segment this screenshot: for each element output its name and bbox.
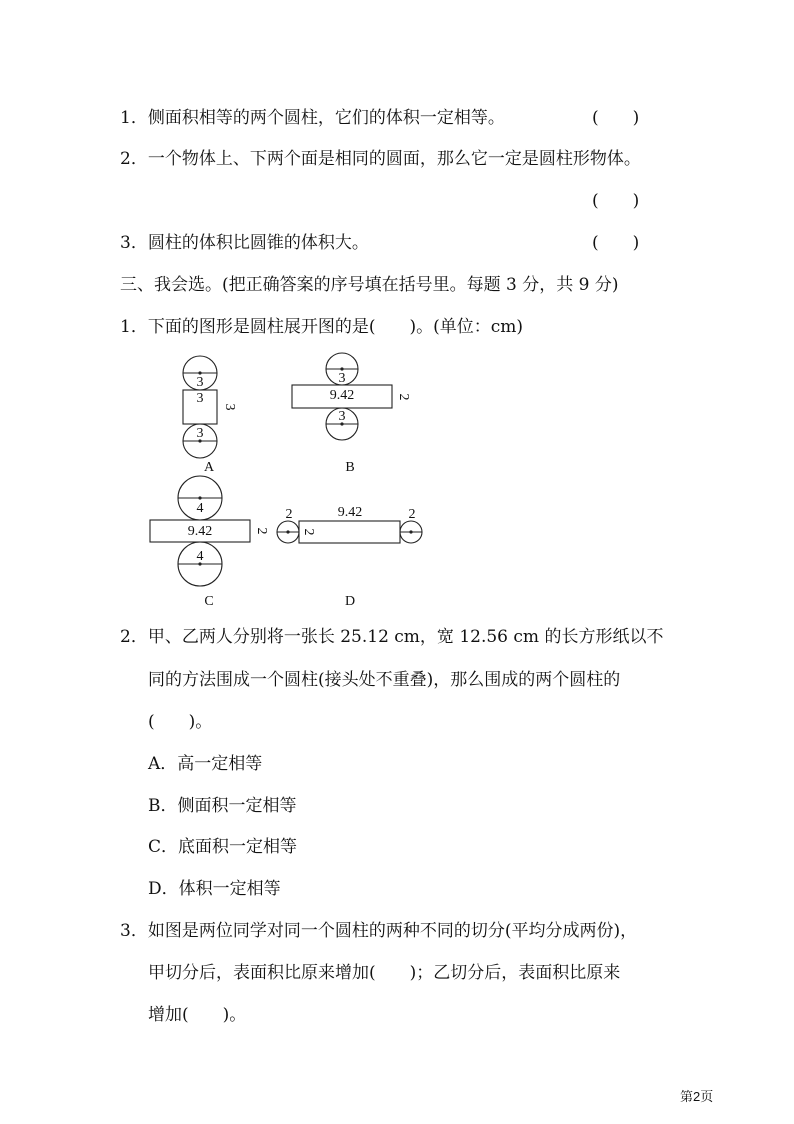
judge-question-3-text: 3．圆柱的体积比圆锥的体积大。 (120, 233, 369, 253)
figure-d-right-center-dot (409, 530, 412, 533)
judge-question-2-text: 2．一个物体上、下两个面是相同的圆面，那么它一定是圆柱形物体。 (120, 149, 641, 169)
choice-question-2-option-c[interactable]: C．底面积一定相等 (148, 837, 298, 857)
figure-d-left-center-dot (286, 530, 289, 533)
figure-a-top-circle-label: 3 (196, 375, 204, 390)
choice-question-2-line-1: 2．甲、乙两人分别将一张长 25.12 cm，宽 12.56 cm 的长方形纸以不 (120, 627, 664, 647)
figure-d-net[interactable] (277, 521, 422, 543)
judge-answer-blank-1[interactable]: ( ) (592, 108, 640, 128)
figure-c-letter: C (204, 594, 214, 609)
figure-b-bottom-circle-label: 3 (338, 409, 346, 424)
figure-b-top-circle-label: 3 (338, 371, 346, 386)
choice-question-3-line-2: 甲切分后，表面积比原来增加( )；乙切分后，表面积比原来 (148, 963, 621, 983)
figure-d-rect-side-label: 2 (301, 528, 316, 536)
figure-c-top-center-dot (198, 496, 201, 499)
figure-d-letter: D (344, 594, 356, 609)
judge-answer-blank-3[interactable]: ( ) (592, 233, 640, 253)
choice-question-3-line-1: 3．如图是两位同学对同一个圆柱的两种不同的切分(平均分成两份)， (120, 921, 638, 941)
choice-question-2-option-b[interactable]: B．侧面积一定相等 (148, 796, 297, 816)
choice-question-3-line-3: 增加( )。 (148, 1005, 247, 1025)
page-number: 第2页 (680, 1089, 714, 1104)
figure-c-side-label: 2 (254, 527, 269, 535)
figure-d-right-circle-label: 2 (408, 507, 416, 522)
figure-c-rect-label: 9.42 (187, 524, 213, 539)
figure-a-rect-label: 3 (196, 391, 204, 406)
choice-question-2-option-d[interactable]: D．体积一定相等 (148, 879, 281, 899)
figure-a-bottom-circle-label: 3 (196, 426, 204, 441)
figure-b-letter: B (345, 460, 355, 475)
section-title: 三、我会选。(把正确答案的序号填在括号里。每题 3 分，共 9 分) (120, 275, 619, 295)
choice-question-2-option-a[interactable]: A．高一定相等 (148, 754, 263, 774)
figure-a-letter: A (203, 460, 215, 475)
figure-d-top-label: 9.42 (337, 505, 363, 520)
choice-question-2-line-2: 同的方法围成一个圆柱(接头处不重叠)，那么围成的两个圆柱的 (148, 670, 621, 690)
figure-b-side-label: 2 (396, 393, 411, 401)
figure-b-rect-label: 9.42 (329, 388, 355, 403)
choice-question-1-stem: 1．下面的图形是圆柱展开图的是( )。(单位：cm) (120, 317, 523, 337)
figure-a-net[interactable] (183, 356, 217, 458)
figure-c-bottom-circle-label: 4 (196, 549, 204, 564)
judge-answer-blank-2[interactable]: ( ) (592, 191, 640, 211)
figure-d-left-circle-label: 2 (285, 507, 293, 522)
figure-a-side-label: 3 (222, 403, 237, 411)
figure-c-top-circle-label: 4 (196, 501, 204, 516)
choice-question-2-answer-blank[interactable]: ( )。 (148, 712, 213, 732)
judge-question-1-text: 1．侧面积相等的两个圆柱，它们的体积一定相等。 (120, 108, 505, 128)
